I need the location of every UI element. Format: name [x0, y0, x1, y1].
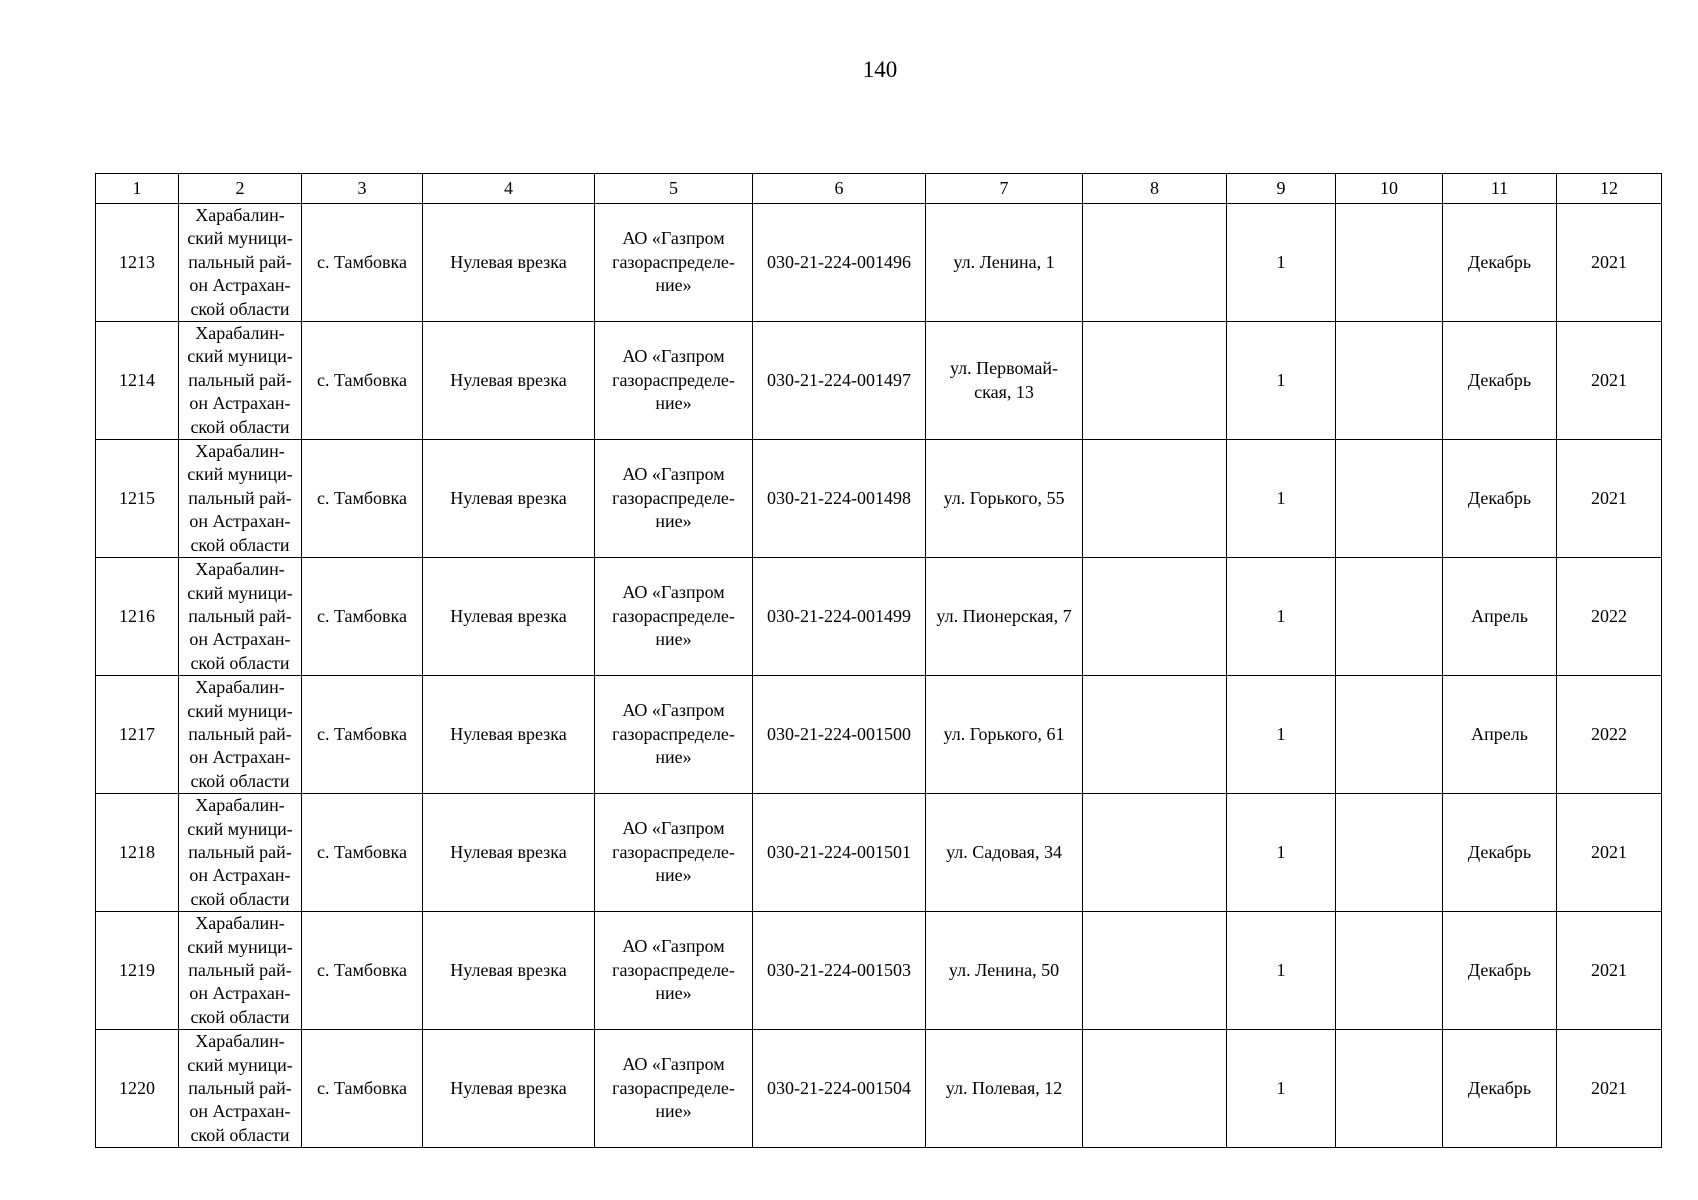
cell-col8	[1083, 912, 1227, 1030]
cell-number: 1213	[96, 204, 179, 322]
column-header: 3	[302, 174, 423, 204]
cell-code: 030-21-224-001504	[753, 1030, 926, 1148]
cell-connection-type: Нулевая врезка	[423, 794, 595, 912]
cell-number: 1217	[96, 676, 179, 794]
cell-settlement: с. Тамбовка	[302, 558, 423, 676]
cell-settlement: с. Тамбовка	[302, 794, 423, 912]
cell-col8	[1083, 1030, 1227, 1148]
cell-settlement: с. Тамбовка	[302, 440, 423, 558]
cell-count: 1	[1227, 204, 1336, 322]
cell-connection-type: Нулевая врезка	[423, 440, 595, 558]
cell-district: Харабалин- ский муници- пальный рай- он Астрахан- ской области	[179, 440, 302, 558]
cell-settlement: с. Тамбовка	[302, 912, 423, 1030]
cell-month: Декабрь	[1443, 204, 1557, 322]
cell-col10	[1336, 322, 1443, 440]
cell-count: 1	[1227, 912, 1336, 1030]
cell-number: 1220	[96, 1030, 179, 1148]
cell-code: 030-21-224-001501	[753, 794, 926, 912]
cell-address: ул. Горького, 55	[926, 440, 1083, 558]
cell-year: 2021	[1557, 1030, 1662, 1148]
cell-year: 2022	[1557, 558, 1662, 676]
table-row	[96, 558, 1662, 676]
cell-number: 1216	[96, 558, 179, 676]
cell-connection-type: Нулевая врезка	[423, 1030, 595, 1148]
cell-connection-type: Нулевая врезка	[423, 558, 595, 676]
cell-year: 2021	[1557, 204, 1662, 322]
cell-col10	[1336, 676, 1443, 794]
column-header: 4	[423, 174, 595, 204]
cell-operator: АО «Газпром газораспределе- ние»	[595, 440, 753, 558]
cell-address: ул. Садовая, 34	[926, 794, 1083, 912]
cell-operator: АО «Газпром газораспределе- ние»	[595, 912, 753, 1030]
cell-connection-type: Нулевая врезка	[423, 912, 595, 1030]
table-row	[96, 204, 1662, 322]
cell-count: 1	[1227, 440, 1336, 558]
table-row	[96, 1030, 1662, 1148]
cell-operator: АО «Газпром газораспределе- ние»	[595, 204, 753, 322]
cell-col10	[1336, 440, 1443, 558]
cell-code: 030-21-224-001496	[753, 204, 926, 322]
cell-address: ул. Первомай- ская, 13	[926, 322, 1083, 440]
page-number: 140	[862, 57, 898, 82]
cell-count: 1	[1227, 322, 1336, 440]
cell-code: 030-21-224-001500	[753, 676, 926, 794]
cell-year: 2021	[1557, 912, 1662, 1030]
cell-address: ул. Ленина, 50	[926, 912, 1083, 1030]
table-row	[96, 322, 1662, 440]
table-row	[96, 676, 1662, 794]
table-body	[96, 204, 1662, 1148]
cell-district: Харабалин- ский муници- пальный рай- он Астрахан- ской области	[179, 676, 302, 794]
column-header: 12	[1557, 174, 1662, 204]
table-header	[96, 174, 1662, 204]
cell-month: Апрель	[1443, 676, 1557, 794]
cell-operator: АО «Газпром газораспределе- ние»	[595, 1030, 753, 1148]
cell-month: Декабрь	[1443, 322, 1557, 440]
cell-code: 030-21-224-001503	[753, 912, 926, 1030]
cell-col10	[1336, 912, 1443, 1030]
cell-operator: АО «Газпром газораспределе- ние»	[595, 322, 753, 440]
cell-number: 1215	[96, 440, 179, 558]
cell-col8	[1083, 322, 1227, 440]
cell-operator: АО «Газпром газораспределе- ние»	[595, 558, 753, 676]
cell-code: 030-21-224-001499	[753, 558, 926, 676]
cell-settlement: с. Тамбовка	[302, 676, 423, 794]
cell-col8	[1083, 558, 1227, 676]
cell-count: 1	[1227, 558, 1336, 676]
cell-month: Апрель	[1443, 558, 1557, 676]
cell-address: ул. Ленина, 1	[926, 204, 1083, 322]
cell-settlement: с. Тамбовка	[302, 1030, 423, 1148]
cell-operator: АО «Газпром газораспределе- ние»	[595, 794, 753, 912]
cell-district: Харабалин- ский муници- пальный рай- он Астрахан- ской области	[179, 322, 302, 440]
header-row	[96, 174, 1662, 204]
cell-code: 030-21-224-001498	[753, 440, 926, 558]
cell-count: 1	[1227, 1030, 1336, 1148]
cell-connection-type: Нулевая врезка	[423, 204, 595, 322]
cell-count: 1	[1227, 794, 1336, 912]
cell-col10	[1336, 204, 1443, 322]
cell-district: Харабалин- ский муници- пальный рай- он Астрахан- ской области	[179, 794, 302, 912]
cell-district: Харабалин- ский муници- пальный рай- он Астрахан- ской области	[179, 1030, 302, 1148]
cell-month: Декабрь	[1443, 440, 1557, 558]
cell-month: Декабрь	[1443, 912, 1557, 1030]
cell-year: 2021	[1557, 440, 1662, 558]
cell-address: ул. Пионерская, 7	[926, 558, 1083, 676]
cell-col10	[1336, 1030, 1443, 1148]
cell-count: 1	[1227, 676, 1336, 794]
column-header: 10	[1336, 174, 1443, 204]
column-header: 5	[595, 174, 753, 204]
cell-connection-type: Нулевая врезка	[423, 676, 595, 794]
cell-col10	[1336, 794, 1443, 912]
cell-year: 2021	[1557, 322, 1662, 440]
column-header: 6	[753, 174, 926, 204]
cell-district: Харабалин- ский муници- пальный рай- он Астрахан- ской области	[179, 204, 302, 322]
cell-month: Декабрь	[1443, 794, 1557, 912]
cell-col8	[1083, 794, 1227, 912]
cell-col8	[1083, 676, 1227, 794]
cell-number: 1218	[96, 794, 179, 912]
cell-connection-type: Нулевая врезка	[423, 322, 595, 440]
cell-month: Декабрь	[1443, 1030, 1557, 1148]
cell-year: 2021	[1557, 794, 1662, 912]
cell-settlement: с. Тамбовка	[302, 322, 423, 440]
cell-col8	[1083, 440, 1227, 558]
cell-district: Харабалин- ский муници- пальный рай- он Астрахан- ской области	[179, 912, 302, 1030]
column-header: 7	[926, 174, 1083, 204]
column-header: 9	[1227, 174, 1336, 204]
cell-number: 1214	[96, 322, 179, 440]
table-row	[96, 912, 1662, 1030]
registry-table	[95, 173, 1662, 1148]
cell-address: ул. Полевая, 12	[926, 1030, 1083, 1148]
cell-address: ул. Горького, 61	[926, 676, 1083, 794]
cell-col8	[1083, 204, 1227, 322]
cell-district: Харабалин- ский муници- пальный рай- он Астрахан- ской области	[179, 558, 302, 676]
cell-settlement: с. Тамбовка	[302, 204, 423, 322]
cell-code: 030-21-224-001497	[753, 322, 926, 440]
cell-year: 2022	[1557, 676, 1662, 794]
column-header: 2	[179, 174, 302, 204]
column-header: 8	[1083, 174, 1227, 204]
cell-col10	[1336, 558, 1443, 676]
column-header: 11	[1443, 174, 1557, 204]
cell-operator: АО «Газпром газораспределе- ние»	[595, 676, 753, 794]
cell-number: 1219	[96, 912, 179, 1030]
table-row	[96, 794, 1662, 912]
table-row	[96, 440, 1662, 558]
column-header: 1	[96, 174, 179, 204]
